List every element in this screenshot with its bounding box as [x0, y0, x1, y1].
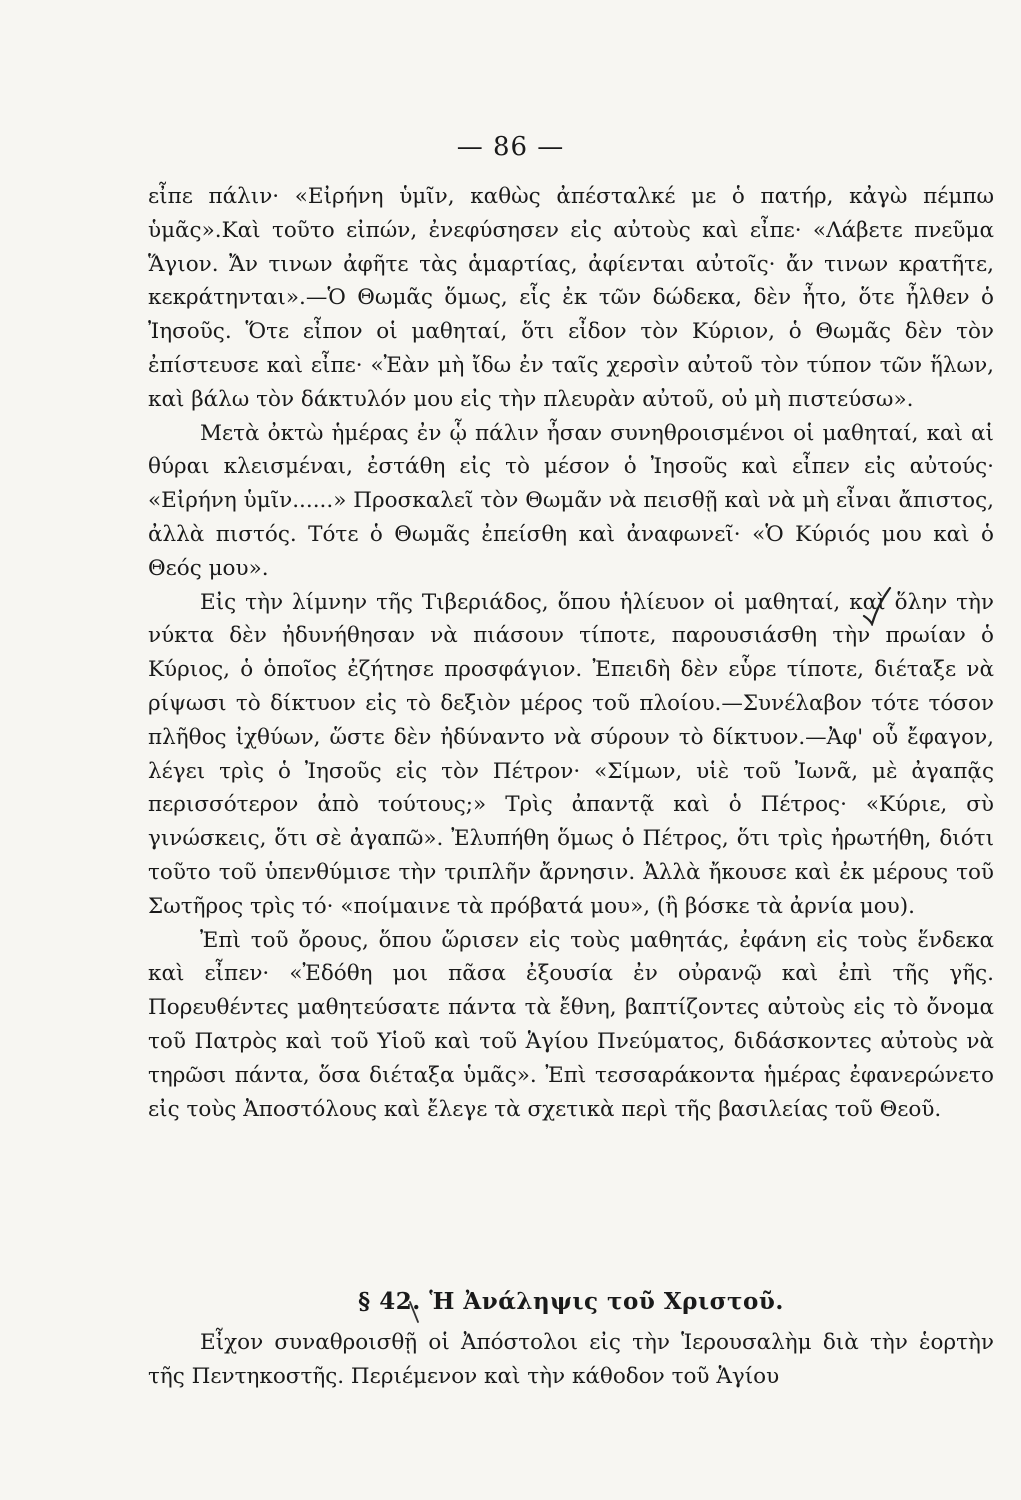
pencil-check-mark [862, 586, 892, 626]
pencil-mark [408, 1300, 428, 1324]
paragraph: Ἐπὶ τοῦ ὄρους, ὅπου ὥρισεν εἰς τοὺς μαθητάς, ἐφάνη εἰς τοὺς ἕνδεκα καὶ εἶπεν· «Ἐδόθη μοι πᾶσα ἐξουσία ἐν οὐρανῷ καὶ ἐπὶ τῆς γῆς. Πορευθέντες μαθητεύσατε πάντα τὰ ἔθνη, βαπτίζοντες αὐτοὺς εἰς τὸ ὄνομα τοῦ Πατρὸς καὶ τοῦ Υἱοῦ καὶ τοῦ Ἁγίου Πνεύματος, διδάσκοντες αὐτοὺς νὰ τηρῶσι πάντα, ὅσα διέταξα ὑμᾶς». Ἐπὶ τεσσαράκοντα ἡμέρας ἐφανερώνετο εἰς τοὺς Ἀποστόλους καὶ ἔλεγε τὰ σχετικὰ περὶ τῆς βασιλείας τοῦ Θεοῦ. [148, 927, 994, 1122]
paragraph: Μετὰ ὀκτὼ ἡμέρας ἐν ᾧ πάλιν ἦσαν συνηθροισμένοι οἱ μαθηταί, καὶ αἱ θύραι κλεισμέναι, ἐστάθη εἰς τὸ μέσον ὁ Ἰησοῦς καὶ εἶπεν εἰς αὐτούς· «Εἰρήνη ὑμῖν......» Προσκαλεῖ τὸν Θωμᾶν νὰ πεισθῇ καὶ νὰ μὴ εἶναι ἄπιστος, ἀλλὰ πιστός. Τότε ὁ Θωμᾶς ἐπείσθη καὶ ἀναφωνεῖ· «Ὁ Κύριός μου καὶ ὁ Θεός μου». [148, 420, 994, 581]
paragraph: Εἶχον συναθροισθῇ οἱ Ἀπόστολοι εἰς τὴν Ἱερουσαλὴμ διὰ τὴν ἑορτὴν τῆς Πεντηκοστῆς. Περιέμενον καὶ τὴν κάθοδον τοῦ Ἁγίου [148, 1330, 994, 1389]
paragraph: Εἰς τὴν λίμνην τῆς Τιβεριάδος, ὅπου ἡλίευον οἱ μαθηταί, καὶ ὅλην τὴν νύκτα δὲν ἠδυνήθησαν νὰ πιάσουν τίποτε, παρουσιάσθη τὴν πρωίαν ὁ Κύριος, ὁ ὁποῖος ἐζήτησε προσφάγιον. Ἐπειδὴ δὲν εὗρε τίποτε, διέταξε νὰ ρίψωσι τὸ δίκτυον εἰς τὸ δεξιὸν μέρος τοῦ πλοίου.—Συνέλαβον τότε τόσον πλῆθος ἰχθύων, ὥστε δὲν ἠδύναντο νὰ σύρουν τὸ δίκτυον.—Ἀφ' οὗ ἔφαγον, λέγει τρὶς ὁ Ἰησοῦς εἰς τὸν Πέτρον· «Σίμων, υἱὲ τοῦ Ἰωνᾶ, μὲ ἀγαπᾷς περισσότερον ἀπὸ τούτους;» Τρὶς ἀπαντᾷ καὶ ὁ Πέτρος· «Κύριε, σὺ γινώσκεις, ὅτι σὲ ἀγαπῶ». Ἐλυπήθη ὅμως ὁ Πέτρος, ὅτι τρὶς ἠρωτήθη, διότι τοῦτο τοῦ ὑπενθύμισε τὴν τριπλῆν ἄρνησιν. Ἀλλὰ ἤκουσε καὶ ἐκ μέρους τοῦ Σωτῆρος τρὶς τό· «ποίμαινε τὰ πρόβατά μου», (ἢ βόσκε τὰ ἀρνία μου). [148, 589, 994, 919]
section-text [148, 1326, 994, 1394]
body-text [148, 180, 994, 1126]
section-heading: § 42. Ἡ Ἀνάληψις τοῦ Χριστοῦ. [358, 1288, 784, 1315]
page-number: — 86 — [456, 132, 565, 162]
paragraph: εἶπε πάλιν· «Εἰρήνη ὑμῖν, καθὼς ἀπέσταλκέ με ὁ πατήρ, κἀγὼ πέμπω ὑμᾶς».Καὶ τοῦτο εἰπών, ἐνεφύσησεν εἰς αὐτοὺς καὶ εἶπε· «Λάβετε πνεῦμα Ἅγιον. Ἄν τινων ἀφῆτε τὰς ἁμαρτίας, ἀφίενται αὐτοῖς· ἄν τινων κρατῆτε, κεκράτηνται».—Ὁ Θωμᾶς ὅμως, εἷς ἐκ τῶν δώδεκα, δὲν ἦτο, ὅτε ἦλθεν ὁ Ἰησοῦς. Ὅτε εἶπον οἱ μαθηταί, ὅτι εἶδον τὸν Κύριον, ὁ Θωμᾶς δὲν τὸν ἐπίστευσε καὶ εἶπε· «Ἐὰν μὴ ἴδω ἐν ταῖς χερσὶν αὐτοῦ τὸν τύπον τῶν ἥλων, καὶ βάλω τὸν δάκτυλόν μου εἰς τὴν πλευρὰν αὐτοῦ, οὐ μὴ πιστεύσω». [148, 184, 994, 412]
